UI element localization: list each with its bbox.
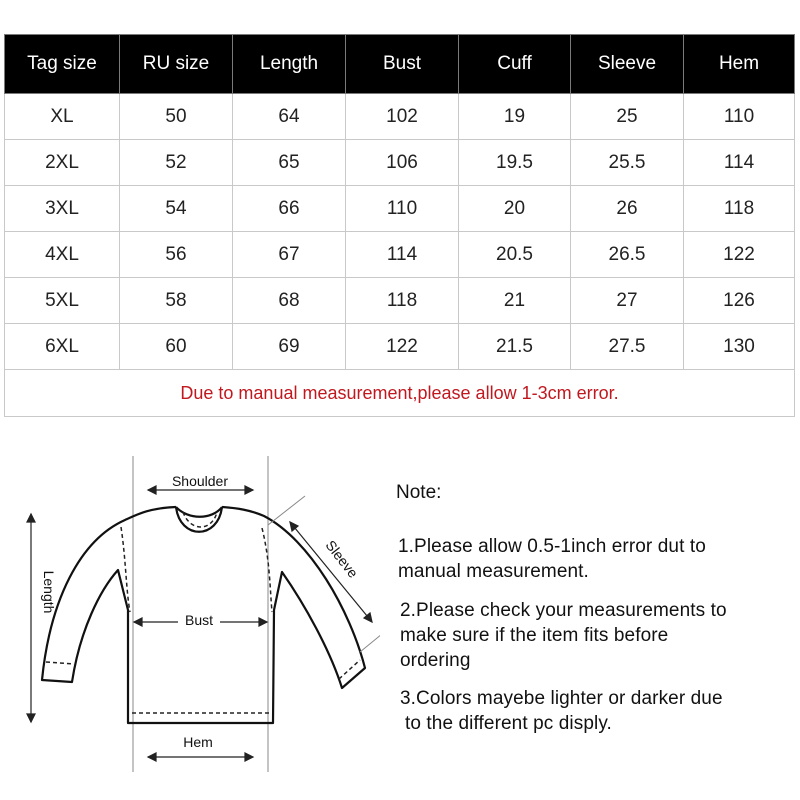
table-cell: 27.5 xyxy=(571,324,684,370)
table-cell: 110 xyxy=(346,186,459,232)
garment-diagram xyxy=(0,440,380,800)
hem-arrow xyxy=(148,753,253,761)
table-cell: 122 xyxy=(346,324,459,370)
note-1-line-2: manual measurement. xyxy=(398,561,589,582)
table-row xyxy=(5,94,795,140)
table-cell: 60 xyxy=(120,324,233,370)
hem-label: Hem xyxy=(183,734,213,750)
table-cell: 21.5 xyxy=(459,324,571,370)
header-bust: Bust xyxy=(346,35,459,94)
notes-title: Note: xyxy=(396,482,442,503)
table-cell: 122 xyxy=(684,232,795,278)
table-cell: XL xyxy=(5,94,120,140)
table-row xyxy=(5,186,795,232)
table-cell: 26.5 xyxy=(571,232,684,278)
header-tag-size: Tag size xyxy=(5,35,120,94)
table-row xyxy=(5,324,795,370)
header-length: Length xyxy=(233,35,346,94)
table-cell: 3XL xyxy=(5,186,120,232)
table-cell: 54 xyxy=(120,186,233,232)
note-item-2 xyxy=(400,598,800,673)
measurement-footnote: Due to manual measurement,please allow 1-3cm error. xyxy=(5,370,795,417)
note-1-line-1: 1.Please allow 0.5-1inch error dut to xyxy=(398,536,706,557)
table-cell: 19 xyxy=(459,94,571,140)
table-cell: 19.5 xyxy=(459,140,571,186)
table-cell: 114 xyxy=(346,232,459,278)
table-cell: 106 xyxy=(346,140,459,186)
note-2-line-2: make sure if the item fits before xyxy=(400,625,669,646)
table-cell: 68 xyxy=(233,278,346,324)
table-cell: 69 xyxy=(233,324,346,370)
note-3-line-1: 3.Colors mayebe lighter or darker due xyxy=(400,688,723,709)
header-ru-size: RU size xyxy=(120,35,233,94)
table-cell: 25 xyxy=(571,94,684,140)
note-2-line-1: 2.Please check your measurements to xyxy=(400,600,727,621)
table-cell: 64 xyxy=(233,94,346,140)
bust-label: Bust xyxy=(184,612,214,628)
table-row xyxy=(5,140,795,186)
table-cell: 5XL xyxy=(5,278,120,324)
table-cell: 26 xyxy=(571,186,684,232)
table-cell: 58 xyxy=(120,278,233,324)
length-arrow xyxy=(27,514,35,722)
note-3-line-2: to the different pc disply. xyxy=(405,713,612,734)
table-cell: 21 xyxy=(459,278,571,324)
table-cell: 20.5 xyxy=(459,232,571,278)
table-cell: 67 xyxy=(233,232,346,278)
table-cell: 25.5 xyxy=(571,140,684,186)
note-2-line-3: ordering xyxy=(400,650,471,671)
sleeve-label: Sleeve xyxy=(322,537,362,581)
table-cell: 52 xyxy=(120,140,233,186)
header-hem: Hem xyxy=(684,35,795,94)
note-item-1 xyxy=(398,534,798,584)
table-row xyxy=(5,278,795,324)
table-cell: 56 xyxy=(120,232,233,278)
table-cell: 50 xyxy=(120,94,233,140)
note-item-3 xyxy=(400,686,800,736)
table-footnote-row xyxy=(5,370,795,417)
table-cell: 118 xyxy=(346,278,459,324)
table-cell: 4XL xyxy=(5,232,120,278)
table-cell: 130 xyxy=(684,324,795,370)
table-cell: 20 xyxy=(459,186,571,232)
cuff-guide xyxy=(360,625,380,652)
notes-panel xyxy=(396,482,796,734)
table-cell: 6XL xyxy=(5,324,120,370)
table-cell: 66 xyxy=(233,186,346,232)
table-cell: 65 xyxy=(233,140,346,186)
length-label: Length xyxy=(41,570,57,614)
table-cell: 2XL xyxy=(5,140,120,186)
header-sleeve: Sleeve xyxy=(571,35,684,94)
size-chart-table xyxy=(4,34,795,417)
table-cell: 27 xyxy=(571,278,684,324)
table-cell: 114 xyxy=(684,140,795,186)
table-header-row xyxy=(5,35,795,94)
sleeve-guide xyxy=(268,496,305,525)
shoulder-label: Shoulder xyxy=(171,473,229,489)
table-cell: 126 xyxy=(684,278,795,324)
table-cell: 118 xyxy=(684,186,795,232)
table-row xyxy=(5,232,795,278)
table-cell: 110 xyxy=(684,94,795,140)
header-cuff: Cuff xyxy=(459,35,571,94)
table-cell: 102 xyxy=(346,94,459,140)
